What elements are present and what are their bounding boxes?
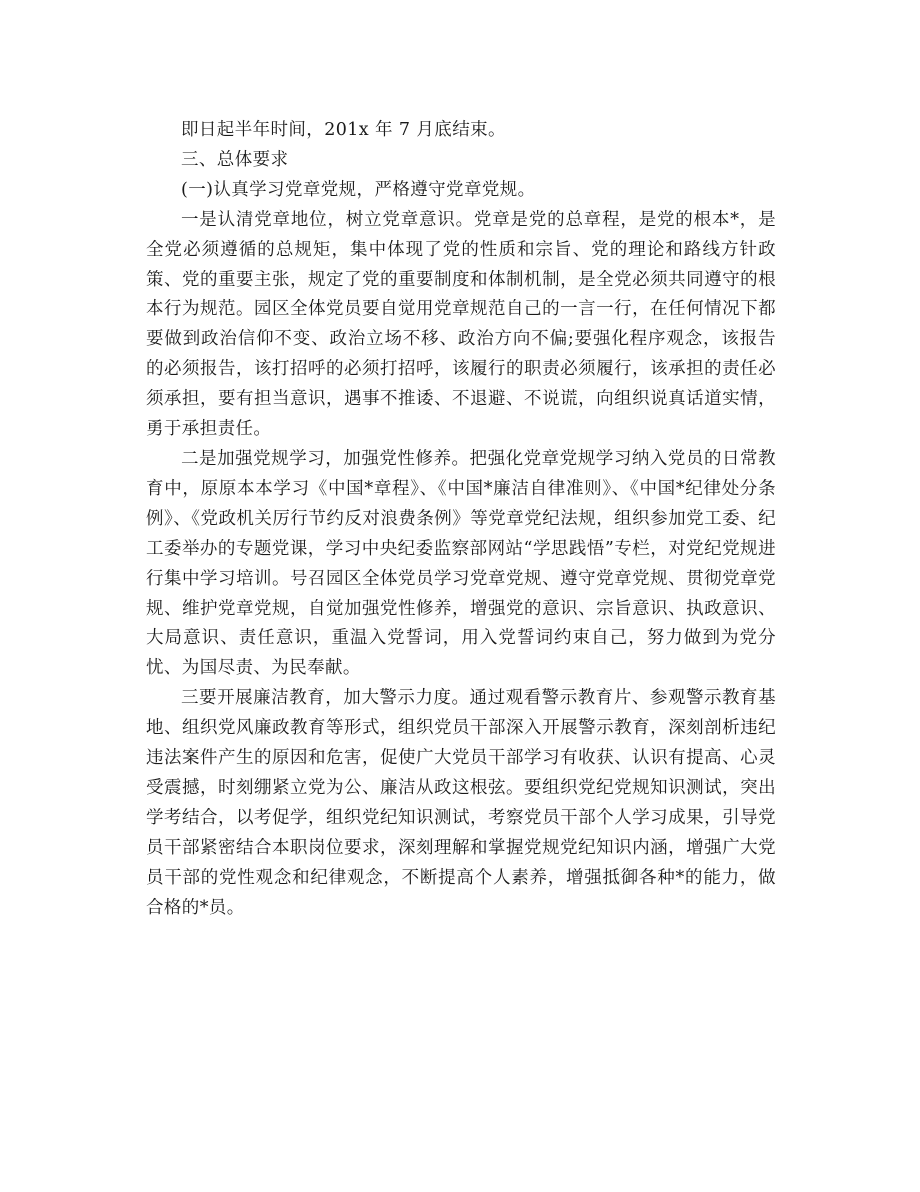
paragraph-point-two: 二是加强党规学习，加强党性修养。把强化党章党规学习纳入党员的日常教育中，原原本本学习《中国*章程》、《中国*廉洁自律准则》、《中国*纪律处分条例》、《党政机关厉行节约反对浪费条例》等党章党纪法规，组织参加党工委、纪工委举办的专题党课，学习中央纪委监察部网站“学思践悟”专栏，对党纪党规进行集中学习培训。号召园区全体党员学习党章党规、遵守党章党规、贯彻党章党规、维护党章党规，自觉加强党性修养，增强党的意识、宗旨意识、执政意识、大局意识、责任意识，重温入党誓词，用入党誓词约束自己，努力做到为党分忧、为国尽责、为民奉献。 [146,448,776,679]
section-heading-general-requirements: 三、总体要求 [181,149,289,170]
subsection-heading-study-party-constitution: (一)认真学习党章党规，严格遵守党章党规。 [181,179,536,200]
paragraph-point-three: 三要开展廉洁教育，加大警示力度。通过观看警示教育片、参观警示教育基地、组织党风廉政教育等形式，组织党员干部深入开展警示教育，深刻剖析违纪违法案件产生的原因和危害，促使广大党员干部学习有收获、认识有提高、心灵受震撼，时刻绷紧立党为公、廉洁从政这根弦。要组织党纪党规知识测试，突出学考结合，以考促学，组织党纪知识测试，考察党员干部个人学习成果，引导党员干部紧密结合本职岗位要求，深刻理解和掌握党规党纪知识内涵，增强广大党员干部的党性观念和纪律观念，不断提高个人素养，增强抵御各种*的能力，做合格的*员。 [146,688,776,918]
paragraph-point-one: 一是认清党章地位，树立党章意识。党章是党的总章程，是党的根本*，是全党必须遵循的总规矩，集中体现了党的性质和宗旨、党的理论和路线方针政策、党的重要主张，规定了党的重要制度和体制机制，是全党必须共同遵守的根本行为规范。园区全体党员要自觉用党章规范自己的一言一行，在任何情况下都要做到政治信仰不变、政治立场不移、政治方向不偏;要强化程序观念，该报告的必须报告，该打招呼的必须打招呼，该履行的职责必须履行，该承担的责任必须承担，要有担当意识，遇事不推诿、不退避、不说谎，向组织说真话道实情，勇于承担责任。 [146,209,776,440]
paragraph-timeframe: 即日起半年时间，201x 年 7 月底结束。 [181,120,506,140]
document-body [146,116,776,923]
